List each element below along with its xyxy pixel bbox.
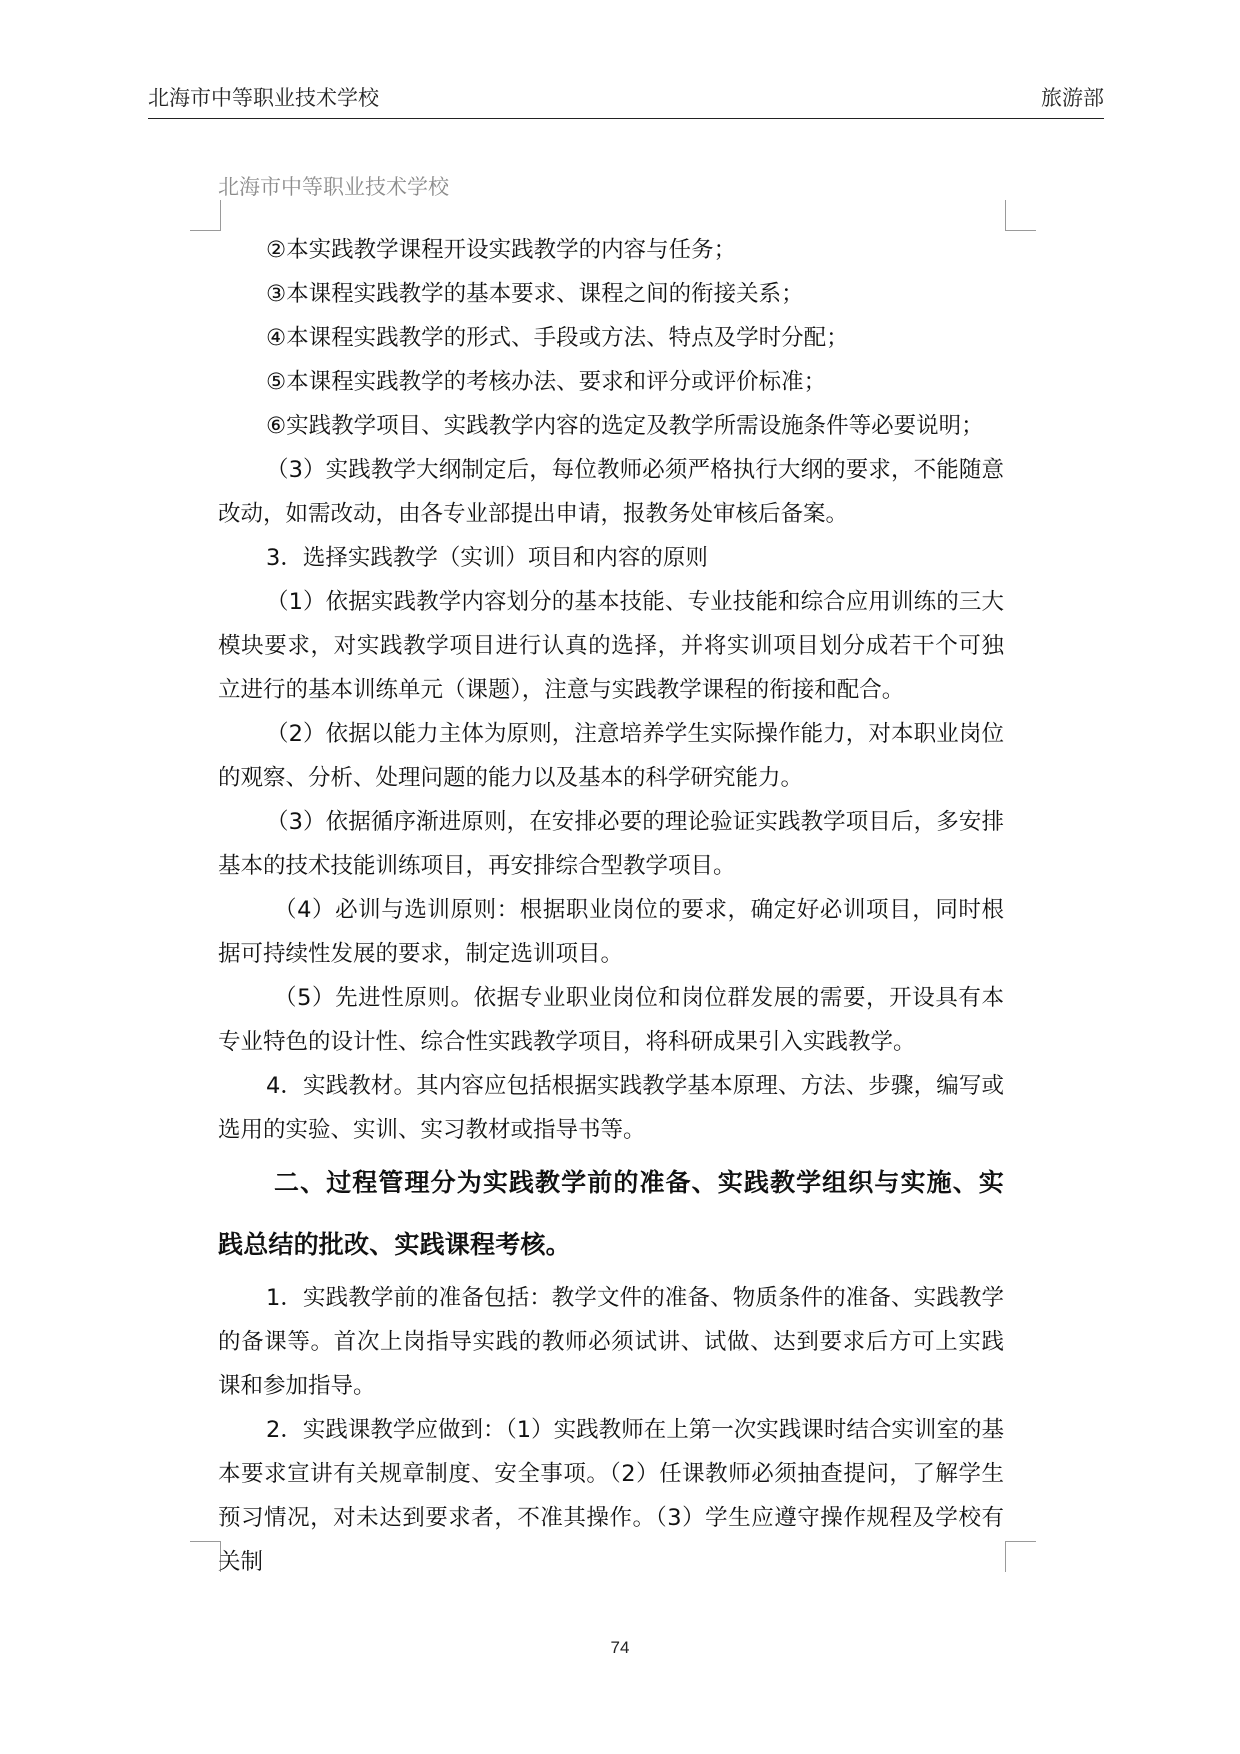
paragraph: （5）先进性原则。依据专业职业岗位和岗位群发展的需要，开设具有本专业特色的设计性、综合性实践教学项目，将科研成果引入实践教学。: [218, 985, 1004, 1055]
crop-mark-top-right: [1005, 200, 1036, 231]
crop-mark-bottom-right: [1005, 1541, 1036, 1572]
paragraph: 2．实践课教学应做到：（1）实践教师在上第一次实践课时结合实训室的基本要求宣讲有关规章制度、安全事项。（2）任课教师必须抽查提问，了解学生预习情况，对未达到要求者，不准其操作。（3）学生应遵守操作规程及学校有关制: [218, 1417, 1004, 1575]
crop-mark-bottom-left: [190, 1541, 221, 1572]
paragraph: ⑤本课程实践教学的考核办法、要求和评分或评价标准；: [266, 369, 827, 395]
header-school-name: 北海市中等职业技术学校: [148, 86, 379, 110]
paragraph: （4）必训与选训原则：根据职业岗位的要求，确定好必训项目，同时根据可持续性发展的要求，制定选训项目。: [218, 897, 1004, 967]
paragraph: （1）依据实践教学内容划分的基本技能、专业技能和综合应用训练的三大模块要求，对实践教学项目进行认真的选择，并将实训项目划分成若干个可独立进行的基本训练单元（课题），注意与实践教学课程的衔接和配合。: [218, 589, 1004, 703]
section-heading: 二、过程管理分为实践教学前的准备、实践教学组织与实施、实践总结的批改、实践课程考核。: [218, 1168, 1004, 1259]
paragraph: 1．实践教学前的准备包括：教学文件的准备、物质条件的准备、实践教学的备课等。首次上岗指导实践的教师必须试讲、试做、达到要求后方可上实践课和参加指导。: [218, 1285, 1004, 1399]
paragraph: （3）依据循序渐进原则，在安排必要的理论验证实践教学项目后，多安排基本的技术技能训练项目，再安排综合型教学项目。: [218, 809, 1004, 879]
crop-mark-top-left: [190, 200, 221, 231]
paragraph: ④本课程实践教学的形式、手段或方法、特点及学时分配；: [266, 325, 849, 351]
inner-page-header: 北海市中等职业技术学校: [218, 175, 449, 199]
page-number: 74: [610, 1638, 630, 1657]
document-body: [218, 228, 1004, 1584]
page-header: [148, 84, 1104, 119]
paragraph: （3）实践教学大纲制定后，每位教师必须严格执行大纲的要求，不能随意改动，如需改动，由各专业部提出申请，报教务处审核后备案。: [218, 457, 1004, 527]
paragraph: （2）依据以能力主体为原则，注意培养学生实际操作能力，对本职业岗位的观察、分析、处理问题的能力以及基本的科学研究能力。: [218, 721, 1004, 791]
paragraph: ③本课程实践教学的基本要求、课程之间的衔接关系；: [266, 281, 804, 307]
header-department: 旅游部: [1041, 86, 1104, 110]
paragraph: ②本实践教学课程开设实践教学的内容与任务；: [266, 237, 737, 263]
paragraph: 3．选择实践教学（实训）项目和内容的原则: [266, 545, 708, 571]
paragraph: ⑥实践教学项目、实践教学内容的选定及教学所需设施条件等必要说明；: [266, 413, 984, 439]
paragraph: 4．实践教材。其内容应包括根据实践教学基本原理、方法、步骤，编写或选用的实验、实训、实习教材或指导书等。: [218, 1073, 1004, 1143]
